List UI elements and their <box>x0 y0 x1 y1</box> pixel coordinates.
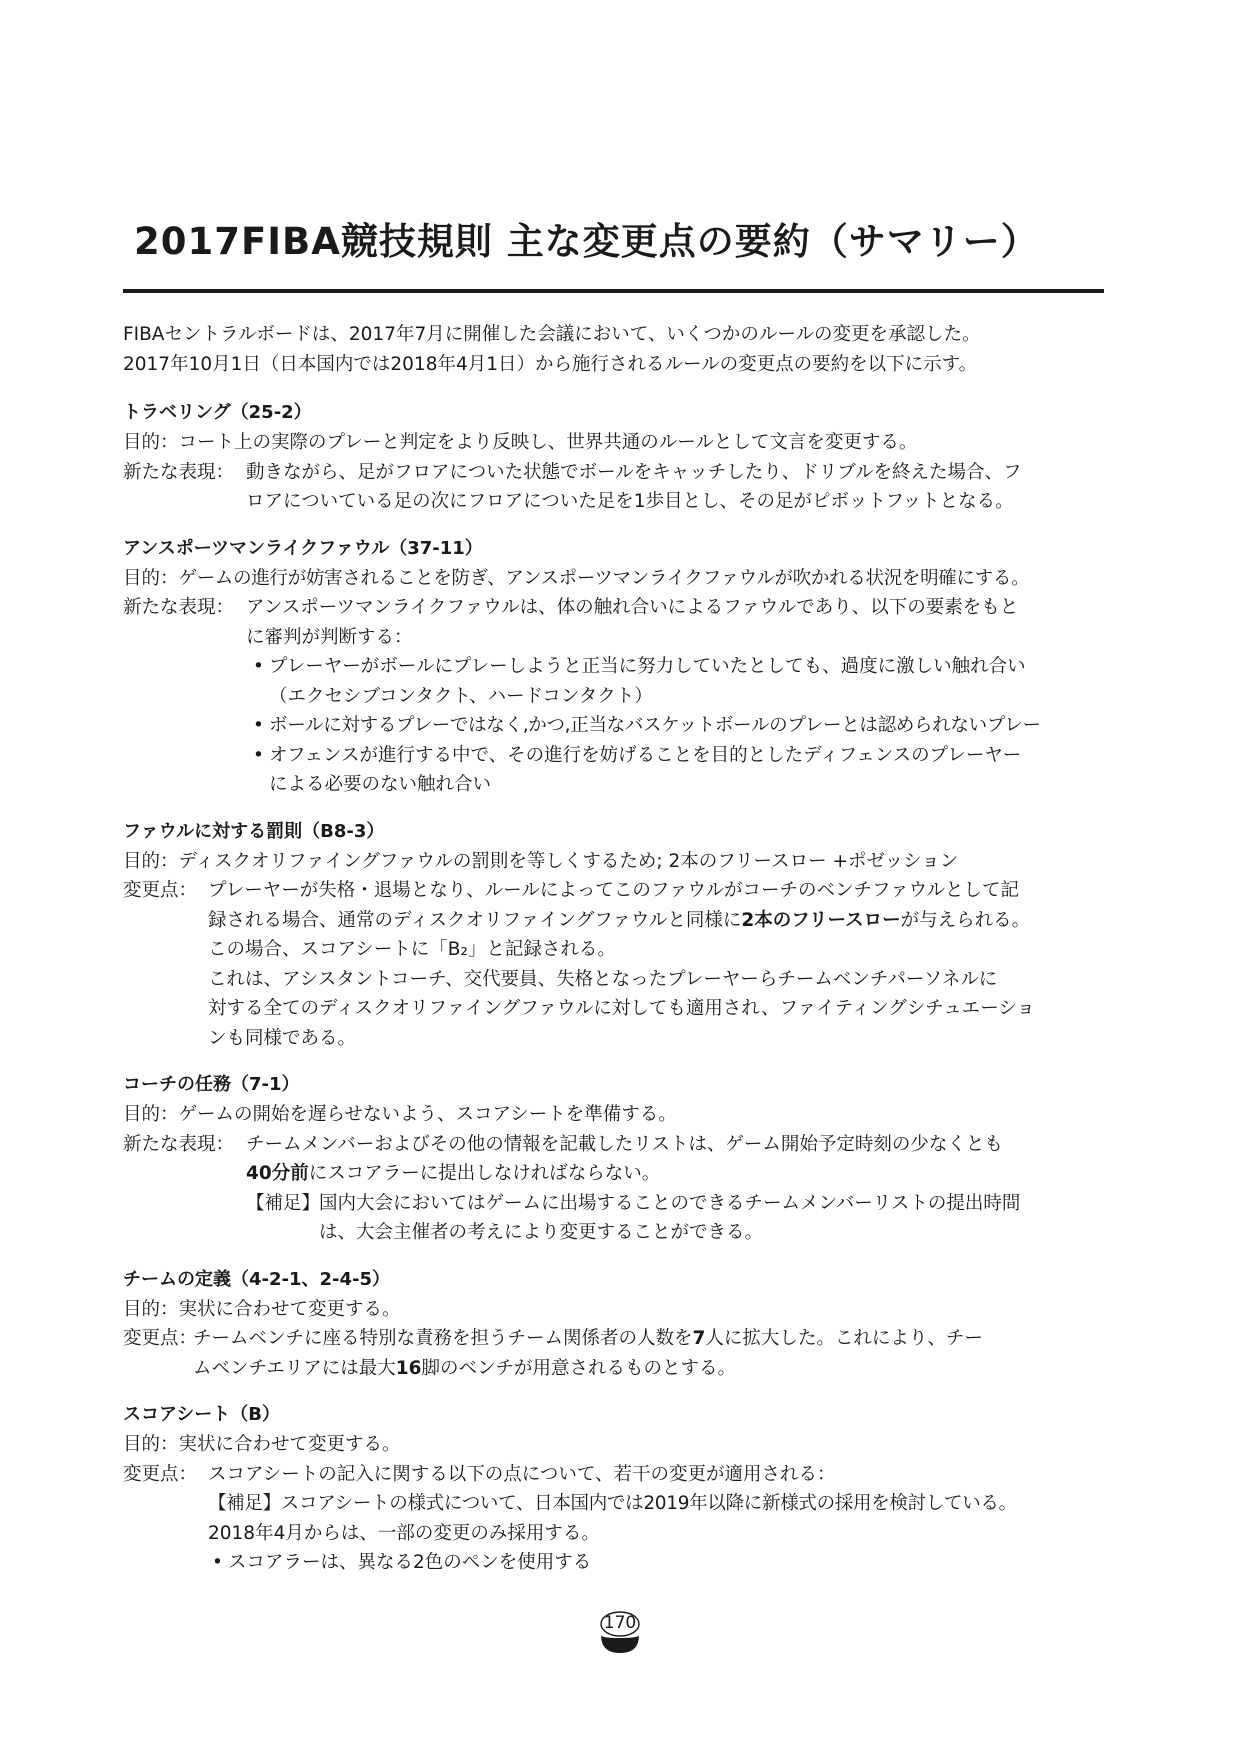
text-line: は、大会主催者の考えにより変更することができる。 <box>319 1222 764 1243</box>
change-text <box>208 1460 1108 1578</box>
section-unsportsmanlike-foul <box>123 534 1108 800</box>
text-line: （エクセシブコンタクト、ハードコンタクト） <box>269 685 653 707</box>
text-line: この場合、スコアシートに「B₂」と記録される。 <box>208 939 616 960</box>
text-line: アンスポーツマンライクファウルは、体の触れ合いによるファウルであり、以下の要素をもと <box>246 597 1019 618</box>
text-line: チームメンバーおよびその他の情報を記載したリストは、ゲーム開始予定時刻の少なくとも <box>246 1133 1003 1155</box>
bullet-item <box>253 741 1108 800</box>
purpose-row <box>123 564 1108 594</box>
text-line: ロアについている足の次にフロアについた足を1歩目とし、その足がピボットフットとなる。 <box>246 491 1014 512</box>
bullet-text: スコアラーは、異なる2色のペンを使用する <box>228 1552 592 1573</box>
emphasis-text: 16 <box>395 1357 422 1379</box>
purpose-text: 実状に合わせて変更する。 <box>178 1298 401 1320</box>
purpose-text: ゲームの開始を遅らせないよう、スコアシートを準備する。 <box>178 1104 677 1125</box>
text-span: チームベンチに座る特別な責務を担うチーム関係者の人数を <box>193 1328 693 1349</box>
section-team-definition <box>123 1265 1108 1384</box>
text-line: プレーヤーが失格・退場となり、ルールによってこのファウルがコーチのベンチファウルとして記 <box>208 880 1020 901</box>
purpose-row <box>123 1295 1108 1325</box>
section-title: スコアシート（B） <box>123 1404 280 1425</box>
text-line: ンも同様である。 <box>208 1027 357 1049</box>
bullet-text <box>269 741 1108 800</box>
section-traveling <box>123 398 1108 517</box>
bullet-text <box>269 652 1108 711</box>
bullet-item <box>253 652 1108 711</box>
change-label: 変更点： <box>123 1328 198 1349</box>
text-line: に審判が判断する： <box>246 626 413 648</box>
bullet-icon: • <box>253 715 264 736</box>
purpose-text: ゲームの進行が妨害されることを防ぎ、アンスポーツマンライクファウルが吹かれる状況を明確にする。 <box>178 567 1030 589</box>
change-text <box>208 876 1108 1053</box>
title-divider <box>123 289 1104 293</box>
purpose-text: 実状に合わせて変更する。 <box>178 1434 401 1455</box>
new-expression-label: 新たな表現： <box>123 1133 235 1155</box>
purpose-label: 目的： <box>123 1104 179 1125</box>
change-text <box>193 1324 1108 1383</box>
text-line: による必要のない触れ合い <box>269 774 492 795</box>
new-expression-text <box>246 458 1108 517</box>
section-coach-duties <box>123 1070 1108 1248</box>
document-body <box>123 320 1108 1595</box>
text-line: プレーヤーがボールにプレーしようと正当に努力していたとしても、過度に激しい触れ合い <box>269 656 1026 677</box>
purpose-row <box>123 1100 1108 1130</box>
text-span: が与えられる。 <box>900 909 1031 931</box>
new-expression-row <box>123 593 1108 652</box>
purpose-label: 目的： <box>123 432 179 453</box>
text-line: 国内大会においてはゲームに出場することのできるチームメンバーリストの提出時間 <box>319 1192 1021 1214</box>
section-title: トラベリング（25-2） <box>123 402 312 423</box>
text-span: 脚のベンチが用意されるものとする。 <box>421 1357 737 1379</box>
section-title: アンスポーツマンライクファウル（37-11） <box>123 537 483 559</box>
purpose-label: 目的： <box>123 1298 179 1320</box>
section-foul-penalty <box>123 817 1108 1054</box>
new-expression-row <box>123 1130 1108 1248</box>
change-label: 変更点： <box>123 880 198 901</box>
text-line: オフェンスが進行する中で、その進行を妨げることを目的としたディフェンスのプレーヤー <box>269 744 1022 766</box>
purpose-row <box>123 428 1108 458</box>
bullet-icon: • <box>253 656 264 677</box>
section-title: チームの定義（4-2-1、2-4-5） <box>123 1268 391 1290</box>
text-line <box>193 1354 1108 1384</box>
bullet-item <box>212 1548 1108 1578</box>
purpose-text: ディスクオリファイングファウルの罰則を等しくするため; 2本のフリースロー +ポゼッション <box>178 850 959 872</box>
change-row <box>123 1324 1108 1383</box>
text-line: 動きながら、足がフロアについた状態でボールをキャッチしたり、ドリブルを終えた場合、フ <box>246 461 1022 483</box>
change-row <box>123 1460 1108 1578</box>
change-label: 変更点： <box>123 1463 198 1485</box>
text-line: 対する全てのディスクオリファイングファウルに対しても適用され、ファイティングシチュエーショ <box>208 998 1035 1019</box>
bullet-item <box>253 711 1108 741</box>
bullet-icon: • <box>212 1552 223 1573</box>
page-number: 170 <box>603 1613 637 1633</box>
intro-line: FIBAセントラルボードは、2017年7月に開催した会議において、いくつかのルールの変更を承認した。 <box>123 324 981 345</box>
purpose-label: 目的： <box>123 567 179 589</box>
purpose-label: 目的： <box>123 850 179 872</box>
bullet-text <box>269 711 1108 741</box>
text-line: 【補足】スコアシートの様式について、日本国内では2019年以降に新様式の採用を検討している。 <box>208 1493 1017 1514</box>
new-expression-label: 新たな表現： <box>123 597 235 618</box>
purpose-row <box>123 847 1108 877</box>
emphasis-text: 7 <box>692 1328 706 1349</box>
text-line: スコアシートの記入に関する以下の点について、若干の変更が適用される： <box>208 1463 836 1485</box>
supplement-text <box>319 1189 1108 1248</box>
purpose-text: コート上の実際のプレーと判定をより反映し、世界共通のルールとして文言を変更する。 <box>178 432 918 453</box>
purpose-row <box>123 1430 1108 1460</box>
new-expression-text <box>246 593 1108 652</box>
text-line: 2018年4月からは、一部の変更のみ採用する。 <box>208 1522 600 1544</box>
purpose-label: 目的： <box>123 1434 179 1455</box>
text-line: ボールに対するプレーではなく,かつ,正当なバスケットボールのプレーとは認められないプレー <box>269 715 1041 736</box>
text-line <box>208 906 1108 936</box>
section-title: コーチの任務（7-1） <box>123 1074 300 1095</box>
intro-line: 2017年10月1日（日本国内では2018年4月1日）から施行されるルールの変更点の要約を以下に示す。 <box>123 353 978 375</box>
intro-paragraph <box>123 320 1108 379</box>
change-row <box>123 876 1108 1053</box>
section-scoresheet <box>123 1400 1108 1578</box>
new-expression-text <box>246 1130 1108 1248</box>
page-title: 2017FIBA競技規則 主な変更点の要約（サマリー） <box>134 220 1039 263</box>
new-expression-label: 新たな表現： <box>123 461 235 483</box>
new-expression-row <box>123 458 1108 517</box>
text-line <box>193 1324 1108 1354</box>
text-line: これは、アシスタントコーチ、交代要員、失格となったプレーヤーらチームベンチパーソネルに <box>208 968 998 990</box>
emphasis-text: 2本のフリースロー <box>741 909 901 931</box>
text-span: 人に拡大した。これにより、チー <box>705 1328 983 1349</box>
supplement-label: 【補足】 <box>246 1192 321 1214</box>
section-title: ファウルに対する罰則（B8-3） <box>123 820 385 842</box>
bullet-icon: • <box>253 744 264 766</box>
text-span: にスコアラーに提出しなければならない。 <box>308 1163 661 1184</box>
text-line <box>246 1159 1108 1189</box>
text-span: 録される場合、通常のディスクオリファイングファウルと同様に <box>208 909 742 931</box>
text-span: ムベンチエリアには最大 <box>193 1357 396 1379</box>
supplement-note <box>246 1189 1108 1248</box>
emphasis-text: 40分前 <box>246 1163 309 1184</box>
